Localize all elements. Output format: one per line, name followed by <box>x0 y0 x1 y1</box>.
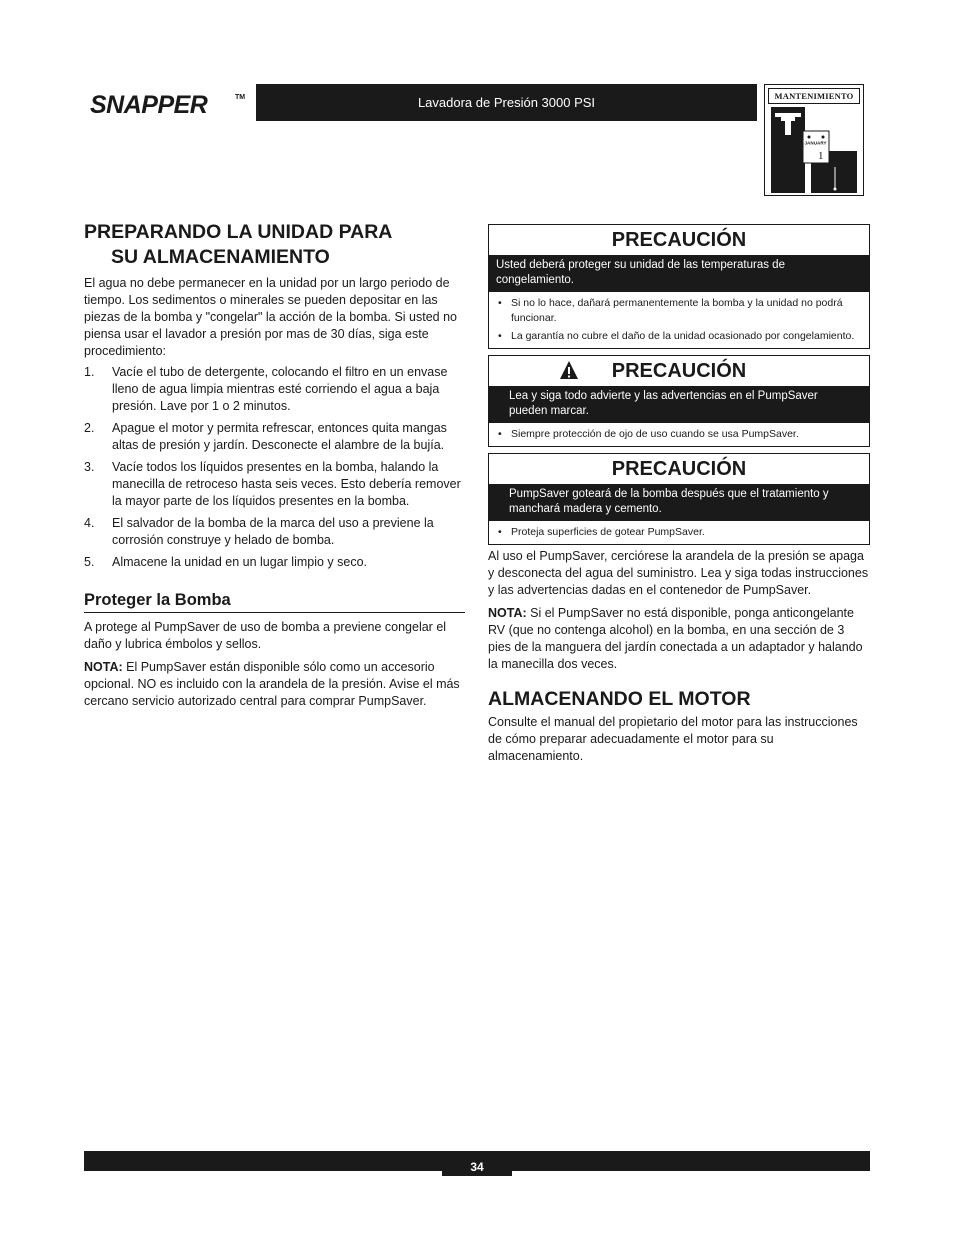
step-item <box>84 420 465 454</box>
caution-list <box>489 292 869 348</box>
caution-band-text: Lea y siga todo advierte y las advertencias en el PumpSaver pueden marcar. <box>489 386 869 423</box>
caution-box-staining <box>488 453 870 545</box>
note-label: NOTA: <box>488 606 527 620</box>
protect-pump-heading: Proteger la Bomba <box>84 590 465 613</box>
snapper-logo <box>88 88 248 118</box>
note-text: Si el PumpSaver no está disponible, ponga anticongelante RV (que no contenga alcohol) en la bomba, en una sección de 3 pies de la manguera del jardín conectada a un adaptador y halando la manecilla dos veces. <box>488 606 863 671</box>
brand-text: SNAPPER <box>90 91 208 118</box>
storage-intro: El agua no debe permanecer en la unidad por un largo periodo de tiempo. Los sedimentos o minerales se pueden depositar en las piezas de la bomba y "congelar" la acción de la bomba. Si usted no piensa usar el lavador a presión por mas de 30 días, siga este procedimiento: <box>84 276 457 358</box>
caution-header <box>489 356 869 386</box>
manual-title: Lavadora de Presión 3000 PSI <box>417 95 596 110</box>
header-title-bar <box>256 84 757 121</box>
maintenance-label: MANTENIMIENTO <box>768 88 860 104</box>
caution-item: • La garantía no cubre el daño de la unidad ocasionado por congelamiento. <box>496 329 862 344</box>
note-text: El PumpSaver están disponible sólo como un accesorio opcional. NO es incluido con la arandela de la presión. Avise el más cercano servicio autorizado central para comprar PumpSaver. <box>84 660 460 708</box>
step-number: 3. <box>84 460 95 474</box>
caution-title: PRECAUCIÓN <box>611 360 747 382</box>
engine-storage-heading: ALMACENANDO EL MOTOR <box>488 688 751 710</box>
step-item <box>84 554 465 571</box>
caution-title: PRECAUCIÓN <box>611 458 747 480</box>
step-number: 4. <box>84 516 95 530</box>
storage-steps <box>84 364 465 571</box>
step-text: El salvador de la bomba de la marca del uso a previene la corrosión construye y helado de bomba. <box>112 516 434 547</box>
maintenance-badge <box>764 84 864 196</box>
trademark-mark: TM <box>235 94 246 101</box>
calendar-day: 1 <box>818 150 824 162</box>
step-item <box>84 515 465 549</box>
antifreeze-note <box>488 605 870 673</box>
pumpsaver-note <box>84 659 465 710</box>
page-number: 34 <box>442 1155 512 1176</box>
left-column <box>84 220 465 710</box>
caution-item: • Proteja superficies de gotear PumpSaver. <box>496 525 862 540</box>
pumpsaver-usage-text: Al uso el PumpSaver, cerciórese la arandela de la presión se apaga y desconecta del agua del suministro. Lea y siga todas instrucciones y las advertencias dadas en el contenedor de PumpSaver. <box>488 549 869 597</box>
caution-band-text: PumpSaver goteará de la bomba después que el tratamiento y manchará madera y cemento. <box>489 484 869 521</box>
step-text: Vacíe todos los líquidos presentes en la bomba, halando la manecilla de retroceso hasta seis veces. Esto debería remover la mayor parte de los líquidos presentes en la bomba. <box>112 460 461 508</box>
step-number: 2. <box>84 421 95 435</box>
warning-triangle-icon <box>559 360 579 380</box>
caution-title: PRECAUCIÓN <box>611 229 747 251</box>
engine-storage-text: Consulte el manual del propietario del motor para las instrucciones de cómo preparar adecuadamente el motor para su almacenamiento. <box>488 715 858 763</box>
step-text: Vacíe el tubo de detergente, colocando el filtro en un envase lleno de agua limpia mientras esté corriendo el agua a baja presión. Lave por 1 o 2 minutos. <box>112 365 448 413</box>
step-text: Almacene la unidad en un lugar limpio y seco. <box>112 555 368 569</box>
storage-heading <box>84 220 465 270</box>
step-number: 1. <box>84 365 95 379</box>
caution-item: • Siempre protección de ojo de uso cuando se usa PumpSaver. <box>496 427 862 442</box>
calendar-month: JANUARY <box>804 140 827 146</box>
caution-list <box>489 521 869 544</box>
step-item <box>84 459 465 510</box>
caution-list <box>489 423 869 446</box>
step-number: 5. <box>84 555 95 569</box>
right-column <box>488 224 870 765</box>
caution-box-freezing <box>488 224 870 349</box>
protect-pump-text: A protege al PumpSaver de uso de bomba a previene congelar el daño y lubrica émbolos y sellos. <box>84 620 447 651</box>
storage-heading-line1: PREPARANDO LA UNIDAD PARA <box>84 221 393 243</box>
step-item <box>84 364 465 415</box>
note-label: NOTA: <box>84 660 123 674</box>
step-text: Apague el motor y permita refrescar, entonces quita mangas altas de presión y jardín. Desconecte el alambre de la bujía. <box>112 421 447 452</box>
caution-item: • Si no lo hace, dañará permanentemente la bomba y la unidad no podrá funcionar. <box>496 296 862 326</box>
caution-box-warnings <box>488 355 870 447</box>
maintenance-calendar-icon <box>771 107 857 193</box>
caution-band-text: Usted deberá proteger su unidad de las temperaturas de congelamiento. <box>489 255 869 292</box>
storage-heading-line2: SU ALMACENAMIENTO <box>111 246 330 268</box>
